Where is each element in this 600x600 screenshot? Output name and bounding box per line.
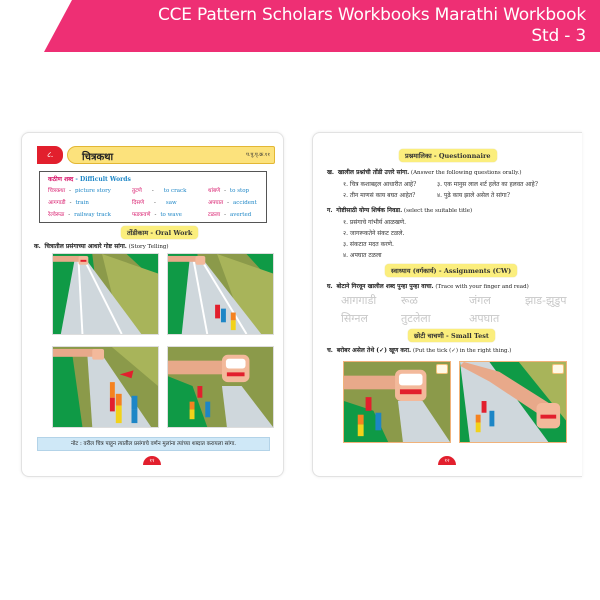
train-approaching-illustration bbox=[53, 254, 158, 334]
word-pair: टळला - averted bbox=[208, 212, 252, 218]
word-pair: फडकवणे - to wave bbox=[132, 212, 182, 218]
question-kha-item-3: ३. एक मानुस लाल शर्ट हलेत का हलवत आहे? bbox=[437, 181, 538, 188]
chapter-number: ८. bbox=[37, 146, 63, 164]
story-picture-1 bbox=[52, 253, 159, 335]
test-picture-2 bbox=[459, 361, 567, 443]
question-kha-item-1: १. चित्र कशाबद्दल आधारीत आहे? bbox=[343, 181, 417, 188]
section-label-small-test: छोटी चाचणी - Small Test bbox=[408, 329, 495, 342]
chapter-reference: प.पु.पृ.क्र.११ bbox=[246, 152, 270, 158]
word-pair: रेल्वेरूळ - railway track bbox=[48, 212, 111, 218]
banner-title-line1: CCE Pattern Scholars Workbooks Marathi Workbook bbox=[157, 5, 586, 25]
trace-word: जंगल bbox=[469, 294, 491, 307]
trace-word: तुटलेला bbox=[401, 312, 431, 325]
question-gha: घ. बोटाने गिरवून खालील शब्द पुन्हा पुन्हा वाचा. (Trace with your finger and read) bbox=[327, 283, 529, 290]
workbook-page-right bbox=[312, 132, 582, 477]
word-pair: दिसणे - saw bbox=[132, 200, 177, 206]
question-ga-option-4: ४. अपघात टळला bbox=[343, 252, 382, 259]
question-kha-item-2: २. तीन माणसं काय बघत आहेत? bbox=[343, 192, 416, 199]
word-pair: चित्रकथा - picture story bbox=[48, 188, 111, 194]
children-waving-cloth-illustration bbox=[53, 347, 158, 427]
trace-words-row-2 bbox=[341, 311, 571, 325]
test-picture-1 bbox=[343, 361, 451, 443]
difficult-words-row bbox=[48, 186, 263, 195]
section-label-questionnaire: प्रश्नमालिका - Questionnaire bbox=[399, 149, 497, 162]
trace-word: आगगाडी bbox=[341, 294, 377, 307]
question-ka: क. चित्रातील प्रसंगाच्या आधारे गोष्ट सांगा. (Story Telling) bbox=[34, 243, 169, 250]
difficult-words-box bbox=[39, 171, 267, 223]
train-stopped-illustration bbox=[168, 347, 273, 427]
story-picture-2 bbox=[167, 253, 274, 335]
difficult-words-row bbox=[48, 198, 263, 207]
chapter-title: चित्रकथा bbox=[82, 152, 114, 163]
workbook-page-left bbox=[21, 132, 284, 477]
page-number-left: ११ bbox=[143, 456, 161, 465]
trace-word: सिग्नल bbox=[341, 312, 368, 325]
difficult-words-row bbox=[48, 210, 263, 219]
trace-word: अपघात bbox=[469, 312, 500, 325]
question-ga-option-1: १. प्रसंगाचे गांभीर्य आळखणे. bbox=[343, 219, 406, 226]
word-pair: थांबणे - to stop bbox=[208, 188, 250, 194]
word-pair: तुटणे - to crack bbox=[132, 188, 187, 194]
chapter-header bbox=[37, 146, 275, 164]
difficult-words-title: कठीण शब्द - Difficult Words bbox=[48, 176, 131, 183]
section-label-assignments: स्वाध्याय (वर्गकार्य) - Assignments (CW) bbox=[385, 264, 517, 277]
title-banner bbox=[0, 0, 600, 52]
question-cha: च. बरोबर असेल तेथे (✓) खूण करा. (Put the tick (✓) in the right thing.) bbox=[327, 347, 512, 354]
question-kha: ख. खालील प्रश्नांची तोंडी उत्तरे सांगा. (Answer the following questions orally.) bbox=[327, 169, 522, 176]
question-ga-option-2: २. जागरूकतेने संकट टळले. bbox=[343, 230, 405, 237]
train-derailed-illustration bbox=[460, 362, 566, 442]
page-number-right: १२ bbox=[438, 456, 456, 465]
children-noticing-track-illustration bbox=[168, 254, 273, 334]
tick-checkbox-1[interactable] bbox=[436, 364, 448, 374]
teacher-note: नोट : वरील चित्र पाहून त्यातील प्रसंगाचे वर्णन मुलांना त्यांच्या शब्दात करायला सांगा. bbox=[37, 437, 270, 451]
trace-word: झाड-झुडुप bbox=[525, 294, 567, 307]
trace-word: रूळ bbox=[401, 294, 418, 307]
train-stopped-before-children-illustration bbox=[344, 362, 450, 442]
question-ga-option-3: ३. संकटात मदत करणे. bbox=[343, 241, 394, 248]
story-picture-3 bbox=[52, 346, 159, 428]
chapter-title-bar bbox=[67, 146, 275, 164]
word-pair: अपघात - accident bbox=[208, 200, 257, 206]
banner-title bbox=[158, 5, 586, 47]
word-pair: आगगाडी - train bbox=[48, 200, 89, 206]
question-kha-item-4: ४. पुढे काय झाले असेल ते सांगा? bbox=[437, 192, 510, 199]
tick-checkbox-2[interactable] bbox=[552, 364, 564, 374]
section-label-oral-work: तोंडीकाम - Oral Work bbox=[121, 226, 198, 239]
trace-words-row-1 bbox=[341, 293, 571, 307]
story-picture-4 bbox=[167, 346, 274, 428]
banner-title-line2: Std - 3 bbox=[531, 26, 586, 46]
question-ga: ग. गोष्टीसाठी योग्य शिर्षक निवडा. (select the suitable title) bbox=[327, 207, 473, 214]
